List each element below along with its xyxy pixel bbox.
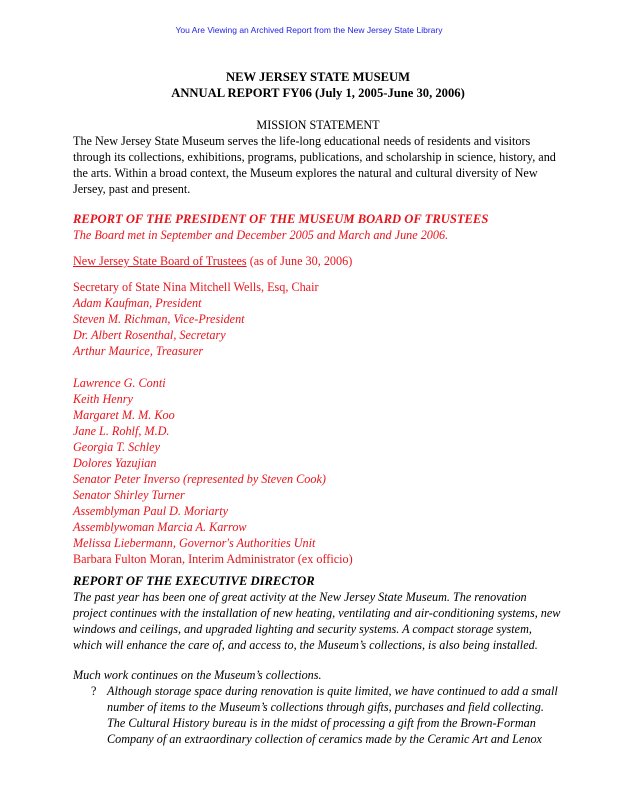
board-meetings: The Board met in September and December 2005 and March and June 2006. (73, 228, 449, 242)
board-heading: REPORT OF THE PRESIDENT OF THE MUSEUM BOARD OF TRUSTEES (73, 212, 489, 226)
officer-item: Arthur Maurice, Treasurer (73, 344, 204, 358)
ex-officio: Barbara Fulton Moran, Interim Administrator (ex officio) (73, 552, 353, 566)
report-body (73, 70, 563, 747)
member-item: Keith Henry (73, 392, 133, 406)
report-title: NEW JERSEY STATE MUSEUM (226, 70, 410, 84)
member-item: Georgia T. Schley (73, 440, 160, 454)
member-item: Senator Shirley Turner (73, 488, 185, 502)
member-item: Assemblyman Paul D. Moriarty (73, 504, 229, 518)
bullet-mark: ? (91, 684, 97, 698)
member-item: Dolores Yazujian (73, 456, 157, 470)
member-item: Assemblywoman Marcia A. Karrow (73, 520, 247, 534)
board-members (73, 375, 563, 551)
member-item: Lawrence G. Conti (73, 376, 166, 390)
board-officers (73, 295, 563, 359)
member-item: Melissa Liebermann, Governor's Authorities Unit (73, 536, 316, 550)
director-heading: REPORT OF THE EXECUTIVE DIRECTOR (73, 574, 315, 588)
officer-item: Steven M. Richman, Vice-President (73, 312, 245, 326)
bullet-item (91, 683, 563, 747)
mission-text: The New Jersey State Museum serves the life-long educational needs of residents and visitors through its collections, exhibitions, programs, publications, and scholarship in science, history, and the arts. Within a broad context, the Museum explores the natural and cultural diversity of New Jersey, past and present. (73, 134, 556, 196)
archive-banner: You Are Viewing an Archived Report from the New Jersey State Library (175, 25, 443, 35)
report-subtitle: ANNUAL REPORT FY06 (July 1, 2005-June 30, 2006) (171, 85, 465, 100)
member-item: Jane L. Rohlf, M.D. (73, 424, 170, 438)
officer-item: Dr. Albert Rosenthal, Secretary (73, 328, 226, 342)
trustees-date: (as of June 30, 2006) (246, 254, 353, 268)
member-item: Margaret M. M. Koo (73, 408, 175, 422)
board-chair: Secretary of State Nina Mitchell Wells, Esq, Chair (73, 280, 319, 294)
trustees-line (73, 253, 563, 269)
director-para-2: Much work continues on the Museum’s collections. (73, 668, 322, 682)
member-item: Senator Peter Inverso (represented by Steven Cook) (73, 472, 326, 486)
mission-heading: MISSION STATEMENT (256, 118, 380, 132)
officer-item: Adam Kaufman, President (73, 296, 202, 310)
bullet-text: Although storage space during renovation is quite limited, we have continued to add a small number of items to the Museum’s collections through gifts, purchases and field collecting. The Cultural History bureau is in the midst of processing a gift from the Brown-Forman Company of an extraordinary collection of ceramics made by the Ceramic Art and Lenox (107, 684, 558, 746)
trustees-link[interactable]: New Jersey State Board of Trustees (73, 254, 247, 268)
director-para-1: The past year has been one of great activity at the New Jersey State Museum. The renovation project continues with the installation of new heating, ventilating and air-conditioning systems, new windows and ceilings, and upgraded lighting and security systems. A compact storage system, which will enhance the care of, and access to, the Museum’s collections, is also being installed. (73, 590, 561, 652)
